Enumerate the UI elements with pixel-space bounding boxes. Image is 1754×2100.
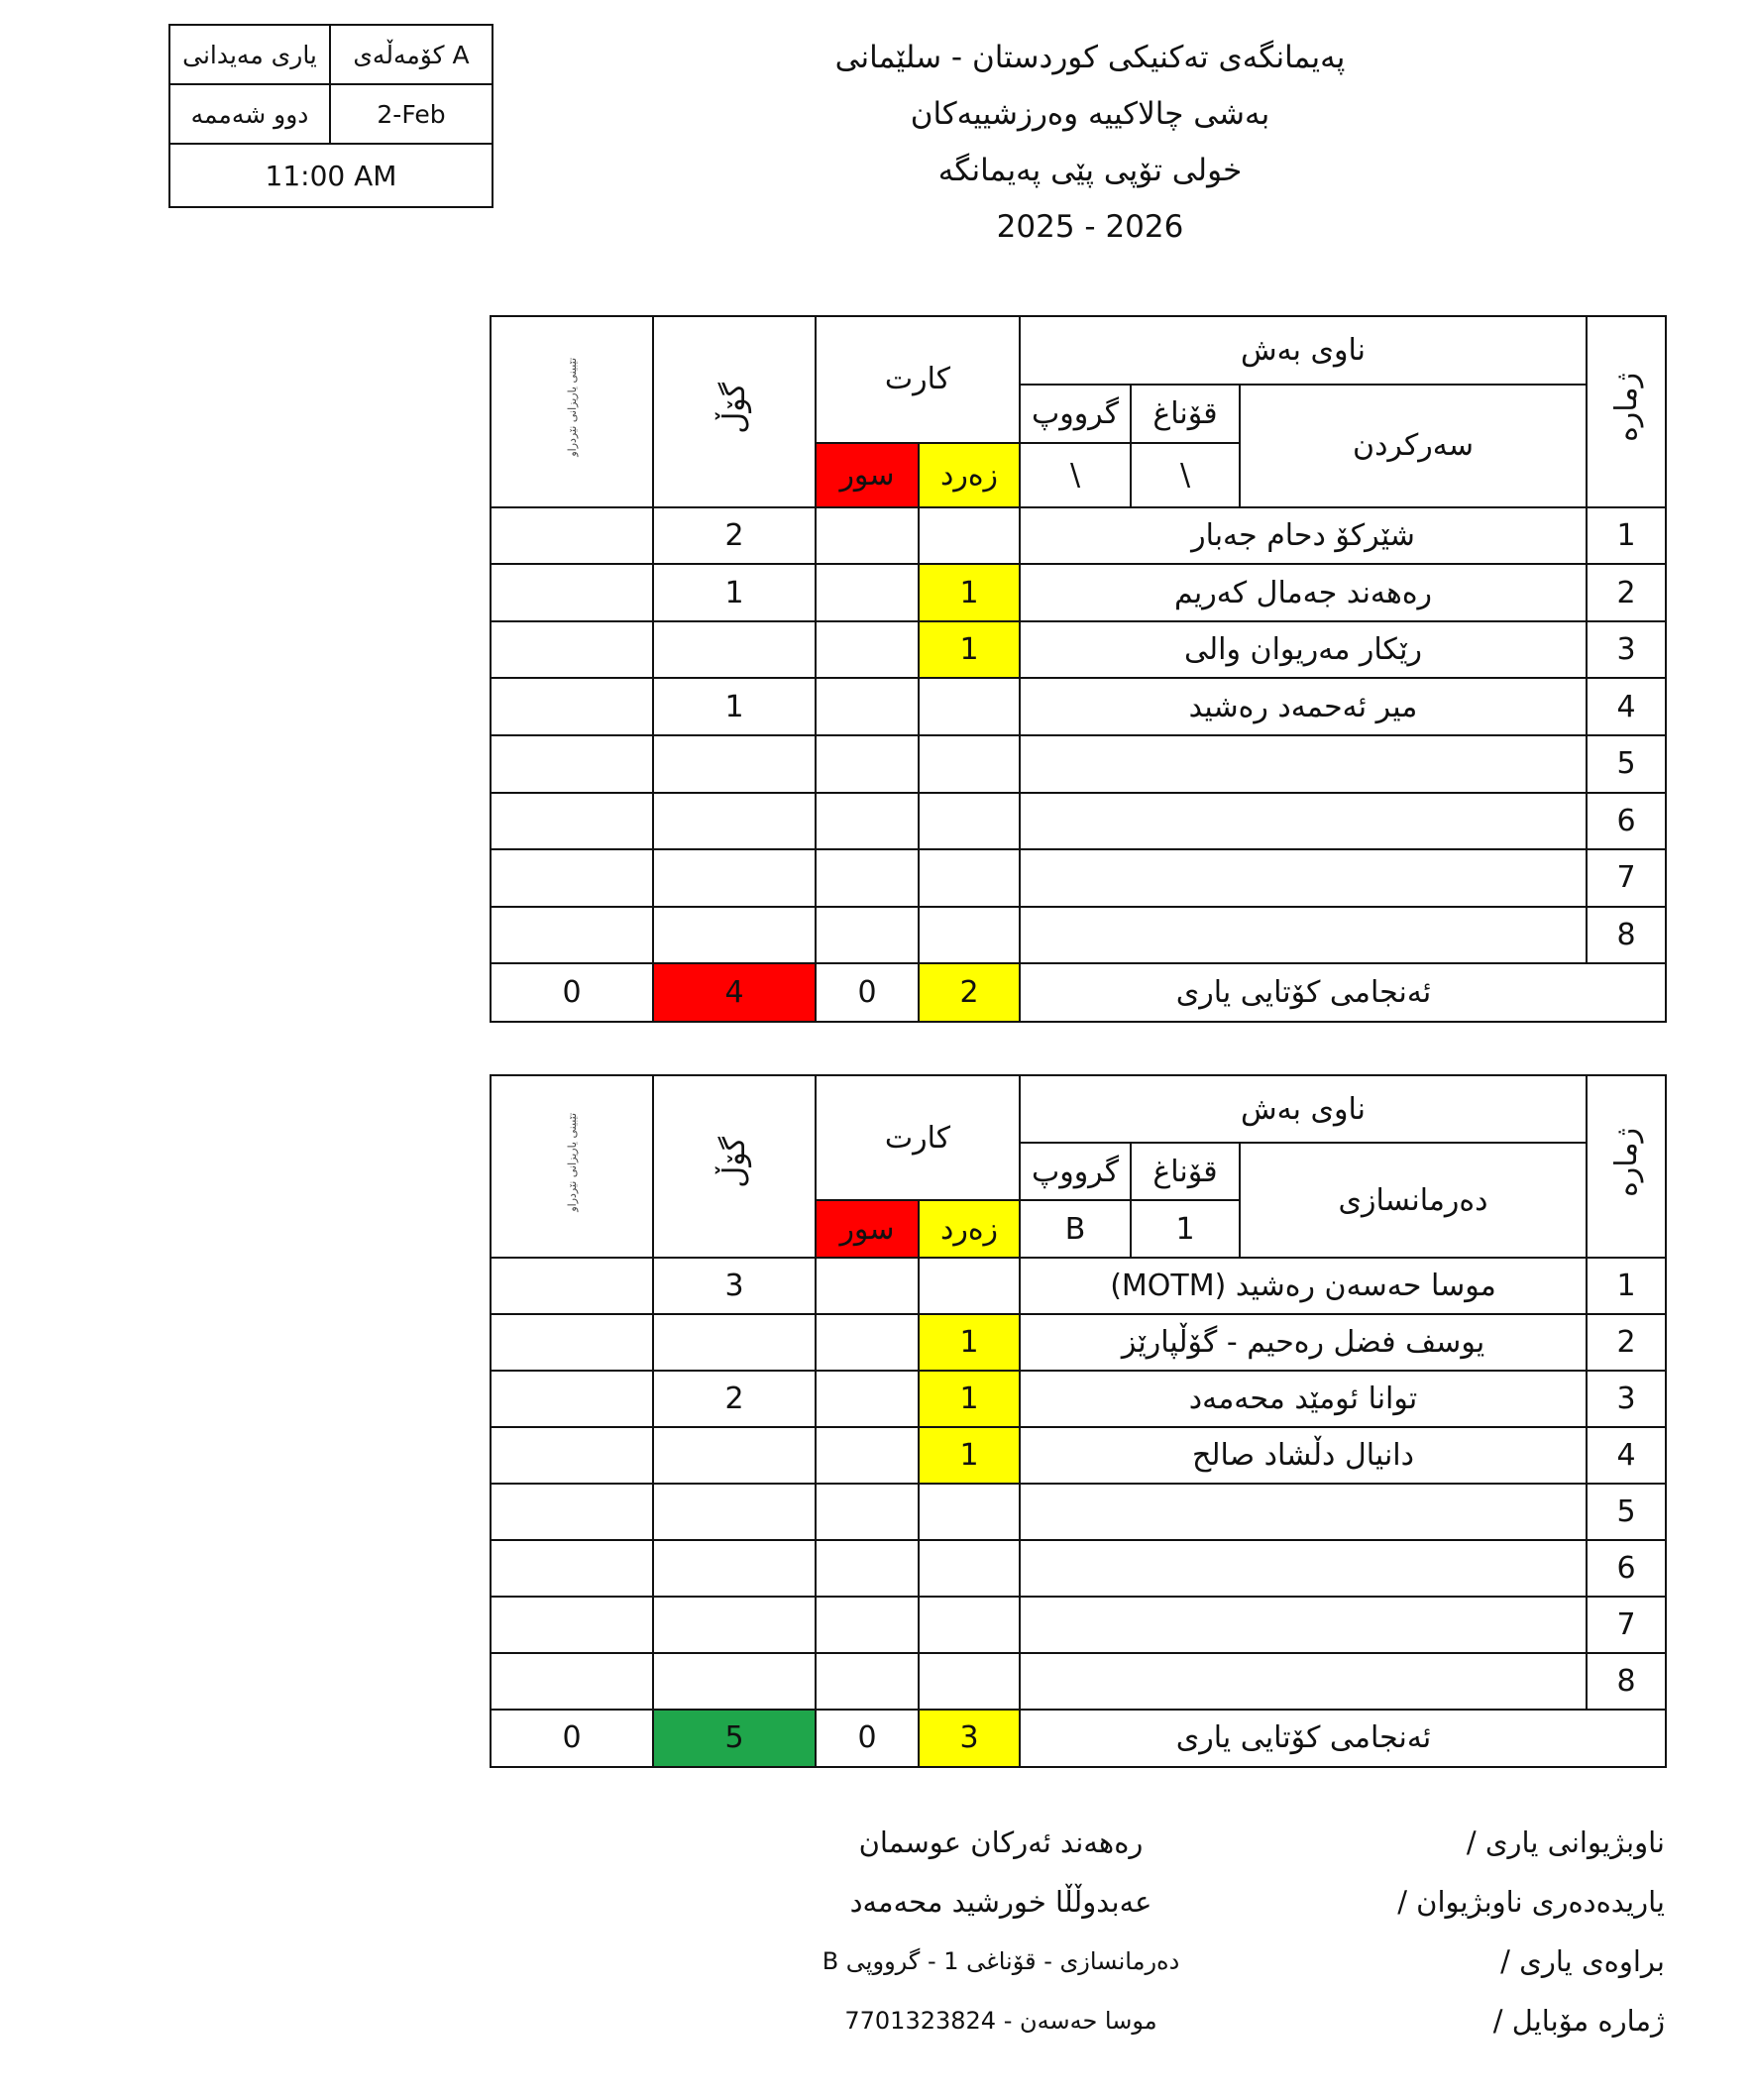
player-name-cell: یوسف فضل رەحیم - گۆڵپارێز	[1020, 1314, 1587, 1371]
team-a-total-yellow: 2	[919, 963, 1020, 1022]
player-goals-cell	[653, 849, 816, 907]
player-number-cell: 7	[1587, 1597, 1666, 1653]
player-notes-cell	[491, 1597, 653, 1653]
player-red-card-cell	[816, 849, 919, 907]
institute-title: پەیمانگەی تەکنیکی کوردستان - سلێمانی	[834, 40, 1346, 75]
player-notes-cell	[491, 1484, 653, 1540]
player-yellow-card-cell: 1	[919, 1314, 1020, 1371]
player-notes-cell	[491, 849, 653, 907]
team-b-section-name: دەرمانسازی	[1240, 1143, 1587, 1258]
table-row	[491, 907, 1666, 964]
table-row	[491, 1540, 1666, 1597]
winner-name: دەرمانسازی - قۆناغی 1 - گرووپی B	[822, 1947, 1180, 1975]
player-notes-cell	[491, 1314, 653, 1371]
player-name-cell	[1020, 1484, 1587, 1540]
player-red-card-cell	[816, 1258, 919, 1314]
player-number-cell: 8	[1587, 907, 1666, 964]
player-yellow-card-cell	[919, 1258, 1020, 1314]
number-header: ژمارە	[1587, 1075, 1666, 1258]
team-b-total-label: ئەنجامی کۆتایی یاری	[1020, 1710, 1587, 1767]
player-name-cell	[1020, 793, 1587, 850]
player-goals-cell: 1	[653, 564, 816, 621]
player-goals-cell	[653, 1427, 816, 1484]
player-notes-cell	[491, 621, 653, 679]
table-row	[491, 793, 1666, 850]
notes-header: تێبینی یاریزانی نێردراو	[491, 1075, 653, 1258]
player-name-cell	[1020, 1597, 1587, 1653]
referee-name: رەهەند ئەرکان عوسمان	[858, 1825, 1144, 1859]
player-yellow-card-cell	[919, 907, 1020, 964]
group-header: گرووپ	[1020, 385, 1131, 443]
group-header: گرووپ	[1020, 1143, 1131, 1200]
table-row	[491, 1427, 1666, 1484]
match-date: 2-Feb	[330, 84, 493, 144]
team-a-sheet	[490, 315, 1667, 1023]
player-notes-cell	[491, 564, 653, 621]
player-goals-cell	[653, 793, 816, 850]
player-yellow-card-cell	[919, 849, 1020, 907]
player-number-cell: 2	[1587, 1314, 1666, 1371]
player-name-cell	[1020, 1540, 1587, 1597]
yellow-card-header: زەرد	[919, 1200, 1020, 1258]
player-name-cell: موسا حەسەن رەشید (MOTM)	[1020, 1258, 1587, 1314]
player-red-card-cell	[816, 1314, 919, 1371]
referee-label: ناوبژیوانی یاری /	[1466, 1825, 1665, 1859]
player-yellow-card-cell: 1	[919, 1371, 1020, 1427]
player-yellow-card-cell	[919, 507, 1020, 565]
player-red-card-cell	[816, 564, 919, 621]
player-notes-cell	[491, 678, 653, 735]
player-yellow-card-cell	[919, 793, 1020, 850]
player-number-cell: 1	[1587, 1258, 1666, 1314]
player-notes-cell	[491, 1540, 653, 1597]
team-a-section-name: سەرکردن	[1240, 385, 1587, 507]
table-row	[491, 1597, 1666, 1653]
player-yellow-card-cell: 1	[919, 621, 1020, 679]
player-red-card-cell	[816, 1484, 919, 1540]
player-name-cell: میر ئەحمەد رەشید	[1020, 678, 1587, 735]
team-a-total-red: 0	[816, 963, 919, 1022]
player-name-cell	[1020, 849, 1587, 907]
team-b-player-rows	[491, 1258, 1666, 1710]
player-red-card-cell	[816, 1653, 919, 1710]
card-header: کارت	[816, 1075, 1020, 1200]
player-notes-cell	[491, 1427, 653, 1484]
player-name-cell	[1020, 735, 1587, 793]
stage-header: قۆناغ	[1131, 385, 1240, 443]
team-a-total-label: ئەنجامی کۆتایی یاری	[1020, 963, 1587, 1022]
player-yellow-card-cell	[919, 1540, 1020, 1597]
player-notes-cell	[491, 1258, 653, 1314]
player-goals-cell	[653, 1540, 816, 1597]
season-title: 2025 - 2026	[996, 209, 1184, 245]
red-card-header: سور	[816, 443, 919, 507]
player-number-cell: 3	[1587, 621, 1666, 679]
document-title	[753, 30, 1427, 256]
team-b-total-blank	[1587, 1710, 1666, 1767]
player-goals-cell: 1	[653, 678, 816, 735]
team-a-total-notes: 0	[491, 963, 653, 1022]
section-name-header: ناوی بەش	[1020, 1075, 1587, 1143]
match-type-label: یاری مەیدانی	[169, 25, 330, 84]
assistant-label: یاریدەدەری ناوبژیوان /	[1397, 1885, 1665, 1919]
player-red-card-cell	[816, 507, 919, 565]
player-yellow-card-cell	[919, 1484, 1020, 1540]
player-number-cell: 5	[1587, 1484, 1666, 1540]
player-name-cell: دانیال دڵشاد صالح	[1020, 1427, 1587, 1484]
group-label: کۆمەڵەی A	[330, 25, 493, 84]
player-notes-cell	[491, 1653, 653, 1710]
mobile-number: موسا حەسەن - 7701323824	[844, 2007, 1157, 2035]
player-number-cell: 4	[1587, 678, 1666, 735]
goal-header: گۆڵ	[653, 1075, 816, 1258]
player-number-cell: 3	[1587, 1371, 1666, 1427]
player-red-card-cell	[816, 678, 919, 735]
team-a-total-blank	[1587, 963, 1666, 1022]
match-day: دوو شەممە	[169, 84, 330, 144]
player-name-cell	[1020, 907, 1587, 964]
player-name-cell: رەهەند جەمال کەریم	[1020, 564, 1587, 621]
player-yellow-card-cell	[919, 678, 1020, 735]
yellow-card-header: زەرد	[919, 443, 1020, 507]
team-b-total-goals: 5	[653, 1710, 816, 1767]
player-goals-cell	[653, 735, 816, 793]
table-row	[491, 1258, 1666, 1314]
player-goals-cell	[653, 621, 816, 679]
team-a-total-goals: 4	[653, 963, 816, 1022]
player-number-cell: 1	[1587, 507, 1666, 565]
player-name-cell: رێکار مەریوان والی	[1020, 621, 1587, 679]
mobile-label: ژمارە مۆبایل /	[1492, 2004, 1665, 2038]
team-b-sheet	[490, 1074, 1667, 1768]
player-notes-cell	[491, 907, 653, 964]
player-number-cell: 6	[1587, 793, 1666, 850]
player-goals-cell	[653, 1314, 816, 1371]
player-yellow-card-cell: 1	[919, 564, 1020, 621]
player-notes-cell	[491, 793, 653, 850]
team-b-total-red: 0	[816, 1710, 919, 1767]
tournament-title: خولی تۆپی پێی پەیمانگە	[937, 153, 1243, 188]
player-number-cell: 8	[1587, 1653, 1666, 1710]
team-b-total-notes: 0	[491, 1710, 653, 1767]
red-card-header: سور	[816, 1200, 919, 1258]
table-row	[491, 849, 1666, 907]
goal-header: گۆڵ	[653, 316, 816, 507]
match-time: 11:00 AM	[169, 144, 493, 207]
player-notes-cell	[491, 735, 653, 793]
number-header: ژمارە	[1587, 316, 1666, 507]
match-info-box	[168, 24, 493, 208]
team-b-group: B	[1020, 1200, 1131, 1258]
player-goals-cell	[653, 1597, 816, 1653]
player-goals-cell	[653, 1653, 816, 1710]
player-red-card-cell	[816, 621, 919, 679]
table-row	[491, 1314, 1666, 1371]
table-row	[491, 507, 1666, 565]
player-goals-cell	[653, 907, 816, 964]
assistant-name: عەبدوڵڵا خورشید محەمەد	[849, 1885, 1152, 1919]
player-yellow-card-cell	[919, 1653, 1020, 1710]
section-name-header: ناوی بەش	[1020, 316, 1587, 385]
card-header: کارت	[816, 316, 1020, 443]
player-goals-cell: 2	[653, 507, 816, 565]
table-row	[491, 1484, 1666, 1540]
player-yellow-card-cell	[919, 1597, 1020, 1653]
player-red-card-cell	[816, 907, 919, 964]
player-number-cell: 2	[1587, 564, 1666, 621]
table-row	[491, 1371, 1666, 1427]
department-title: بەشی چالاکییە وەرزشییەکان	[910, 96, 1270, 132]
table-row	[491, 564, 1666, 621]
player-name-cell: توانا ئومێد محەمەد	[1020, 1371, 1587, 1427]
team-b-stage: 1	[1131, 1200, 1240, 1258]
table-row	[491, 735, 1666, 793]
player-yellow-card-cell: 1	[919, 1427, 1020, 1484]
notes-header: تێبینی یاریزانی نێردراو	[491, 316, 653, 507]
player-red-card-cell	[816, 793, 919, 850]
team-a-player-rows	[491, 507, 1666, 964]
player-notes-cell	[491, 1371, 653, 1427]
player-name-cell: شێرکۆ دحام جەبار	[1020, 507, 1587, 565]
player-number-cell: 7	[1587, 849, 1666, 907]
player-goals-cell	[653, 1484, 816, 1540]
player-name-cell	[1020, 1653, 1587, 1710]
player-red-card-cell	[816, 1597, 919, 1653]
table-row	[491, 621, 1666, 679]
player-number-cell: 6	[1587, 1540, 1666, 1597]
player-yellow-card-cell	[919, 735, 1020, 793]
player-red-card-cell	[816, 1371, 919, 1427]
player-red-card-cell	[816, 1540, 919, 1597]
winner-label: براوەی یاری /	[1500, 1944, 1665, 1978]
team-b-total-yellow: 3	[919, 1710, 1020, 1767]
stage-header: قۆناغ	[1131, 1143, 1240, 1200]
player-notes-cell	[491, 507, 653, 565]
player-red-card-cell	[816, 735, 919, 793]
player-goals-cell: 2	[653, 1371, 816, 1427]
player-number-cell: 4	[1587, 1427, 1666, 1484]
player-goals-cell: 3	[653, 1258, 816, 1314]
team-a-stage: \	[1131, 443, 1240, 507]
team-a-group: \	[1020, 443, 1131, 507]
table-row	[491, 1653, 1666, 1710]
table-row	[491, 678, 1666, 735]
player-number-cell: 5	[1587, 735, 1666, 793]
player-red-card-cell	[816, 1427, 919, 1484]
